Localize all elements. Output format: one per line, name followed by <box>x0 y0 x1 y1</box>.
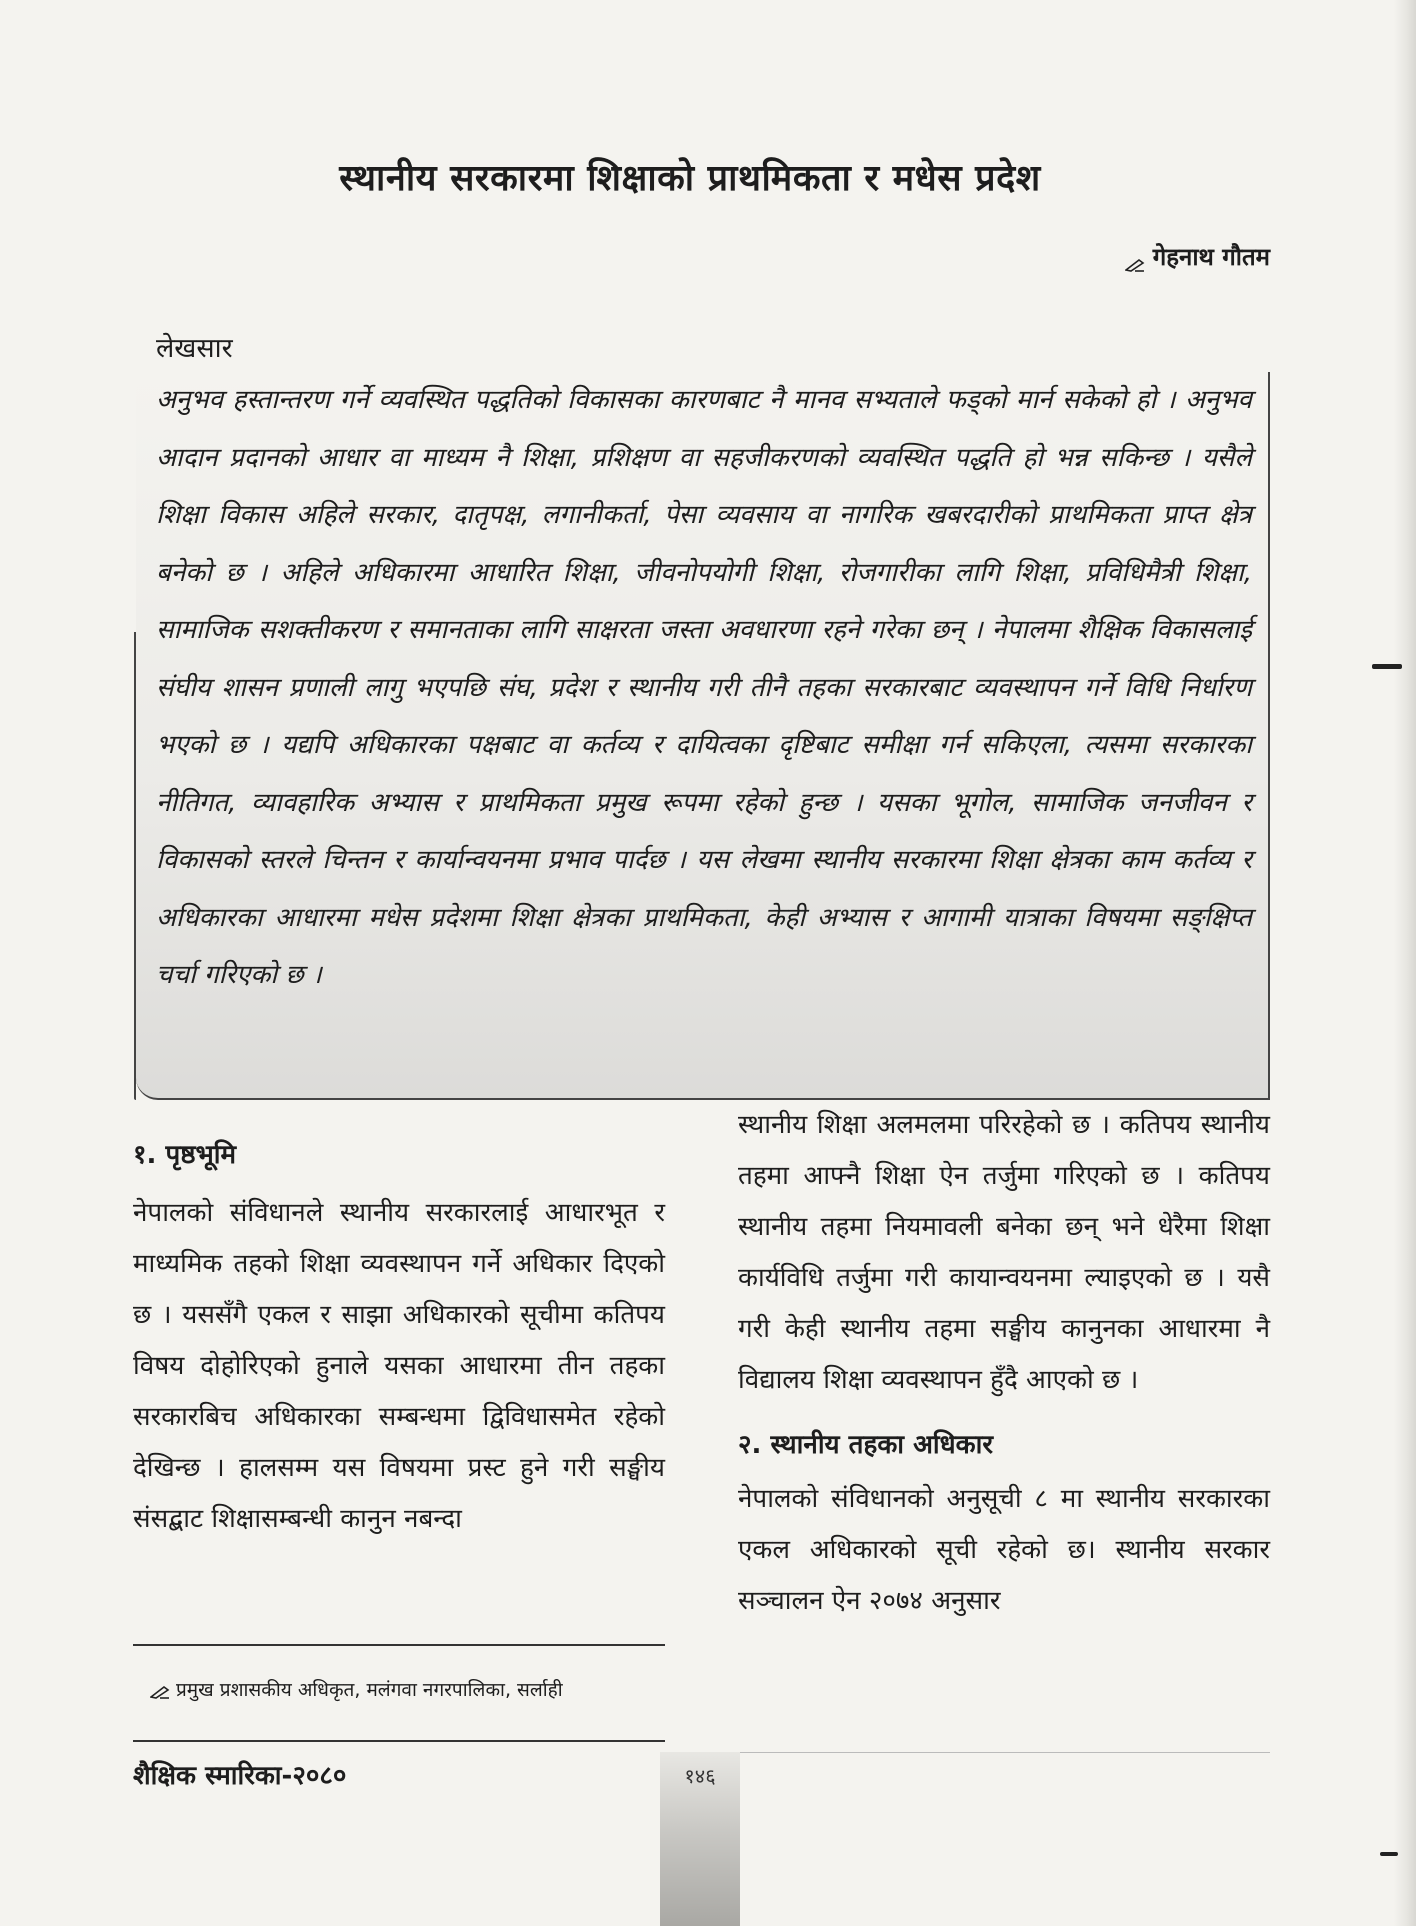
abstract-text: अनुभव हस्तान्तरण गर्ने व्यवस्थित पद्धतिको विकासका कारणबाट नै मानव सभ्यताले फड्को मार्न सकेको हो । अनुभव आदान प्रदानको आधार वा माध्यम नै शिक्षा, प्रशिक्षण वा सहजीकरणको व्यवस्थित पद्धति हो भन्न सकिन्छ । यसैले शिक्षा विकास अहिले सरकार, दातृपक्ष, लगानीकर्ता, पेसा व्यवसाय वा नागरिक खबरदारीको प्राथमिकता प्राप्त क्षेत्र बनेको छ । अहिले अधिकारमा आधारित शिक्षा, जीवनोपयोगी शिक्षा, रोजगारीका लागि शिक्षा, प्रविधिमैत्री शिक्षा, सामाजिक सशक्तीकरण र समानताका लागि साक्षरता जस्ता अवधारणा रहने गरेका छन् । नेपालमा शैक्षिक विकासलाई संघीय शासन प्रणाली लागु भएपछि संघ, प्रदेश र स्थानीय गरी तीनै तहका सरकारबाट व्यवस्थापन गर्ने विधि निर्धारण भएको छ । यद्यपि अधिकारका पक्षबाट वा कर्तव्य र दायित्वका दृष्टिबाट समीक्षा गर्न सकिएला, त्यसमा सरकारका नीतिगत, व्यावहारिक अभ्यास र प्राथमिकता प्रमुख रूपमा रहेको हुन्छ । यसका भूगोल, सामाजिक जनजीवन र विकासको स्तरले चिन्तन र कार्यान्वयनमा प्रभाव पार्दछ । यस लेखमा स्थानीय सरकारमा शिक्षा क्षेत्रका काम कर्तव्य र अधिकारका आधारमा मधेस प्रदेशमा शिक्षा क्षेत्रका प्राथमिकता, केही अभ्यास र आगामी यात्राका विषयमा सङ्क्षिप्त चर्चा गरिएको छ । <box>156 385 1252 990</box>
footnote-text: प्रमुख प्रशासकीय अधिकृत, मलंगवा नगरपालिका, सर्लाही <box>176 1679 563 1701</box>
author-line <box>1125 240 1270 273</box>
section-paragraph-continuation: स्थानीय शिक्षा अलमलमा परिरहेको छ । कतिपय स्थानीय तहमा आफ्नै शिक्षा ऐन तर्जुमा गरिएको छ । कतिपय स्थानीय तहमा नियमावली बनेका छन् भने धेरैमा शिक्षा कार्यविधि तर्जुमा गरी कायान्वयनमा ल्याइएको छ । यसै गरी केही स्थानीय तहमा सङ्घीय कानुनका आधारमा नै विद्यालय शिक्षा व्यवस्थापन हुँदै आएको छ । <box>738 1110 1270 1395</box>
publication-title: शैक्षिक स्मारिका-२०८० <box>133 1761 347 1791</box>
page-number-strip <box>660 1752 740 1926</box>
footnote-rule <box>133 1644 665 1646</box>
section-heading: १. पृष्ठभूमि <box>133 1140 237 1170</box>
left-column <box>133 1130 665 1545</box>
abstract-heading: लेखसार <box>156 333 233 364</box>
footnote <box>150 1676 563 1702</box>
pen-icon <box>1125 250 1145 264</box>
section-paragraph: नेपालको संविधानले स्थानीय सरकारलाई आधारभूत र माध्यमिक तहको शिक्षा व्यवस्थापन गर्ने अधिकार दिएको छ । यससँगै एकल र साझा अधिकारको सूचीमा कतिपय विषय दोहोरिएको हुनाले यसका आधारमा तीन तहका सरकारबिच अधिकारका सम्बन्धमा द्विविधासमेत रहेको देखिन्छ । हालसम्म यस विषयमा प्रस्ट हुने गरी सङ्घीय संसद्बाट शिक्षासम्बन्धी कानुन नबन्दा <box>133 1198 665 1534</box>
article-title: स्थानीय सरकारमा शिक्षाको प्राथमिकता र मधेस प्रदेश <box>339 158 1041 200</box>
page-number: १४६ <box>684 1764 716 1788</box>
edge-mark <box>1372 664 1402 669</box>
footer-rule <box>665 1752 1270 1753</box>
section-heading: २. स्थानीय तहका अधिकार <box>738 1430 993 1460</box>
edge-mark <box>1380 1852 1398 1856</box>
pen-icon <box>150 1682 170 1696</box>
footer-rule <box>133 1740 665 1742</box>
section-paragraph: नेपालको संविधानको अनुसूची ८ मा स्थानीय सरकारका एकल अधिकारको सूची रहेको छ। स्थानीय सरकार सञ्चालन ऐन २०७४ अनुसार <box>738 1484 1270 1616</box>
page-edge <box>1394 0 1416 1926</box>
right-column <box>738 1100 1270 1627</box>
author-name: गेहनाथ गौतम <box>1152 243 1270 271</box>
abstract-box <box>136 372 1270 1100</box>
